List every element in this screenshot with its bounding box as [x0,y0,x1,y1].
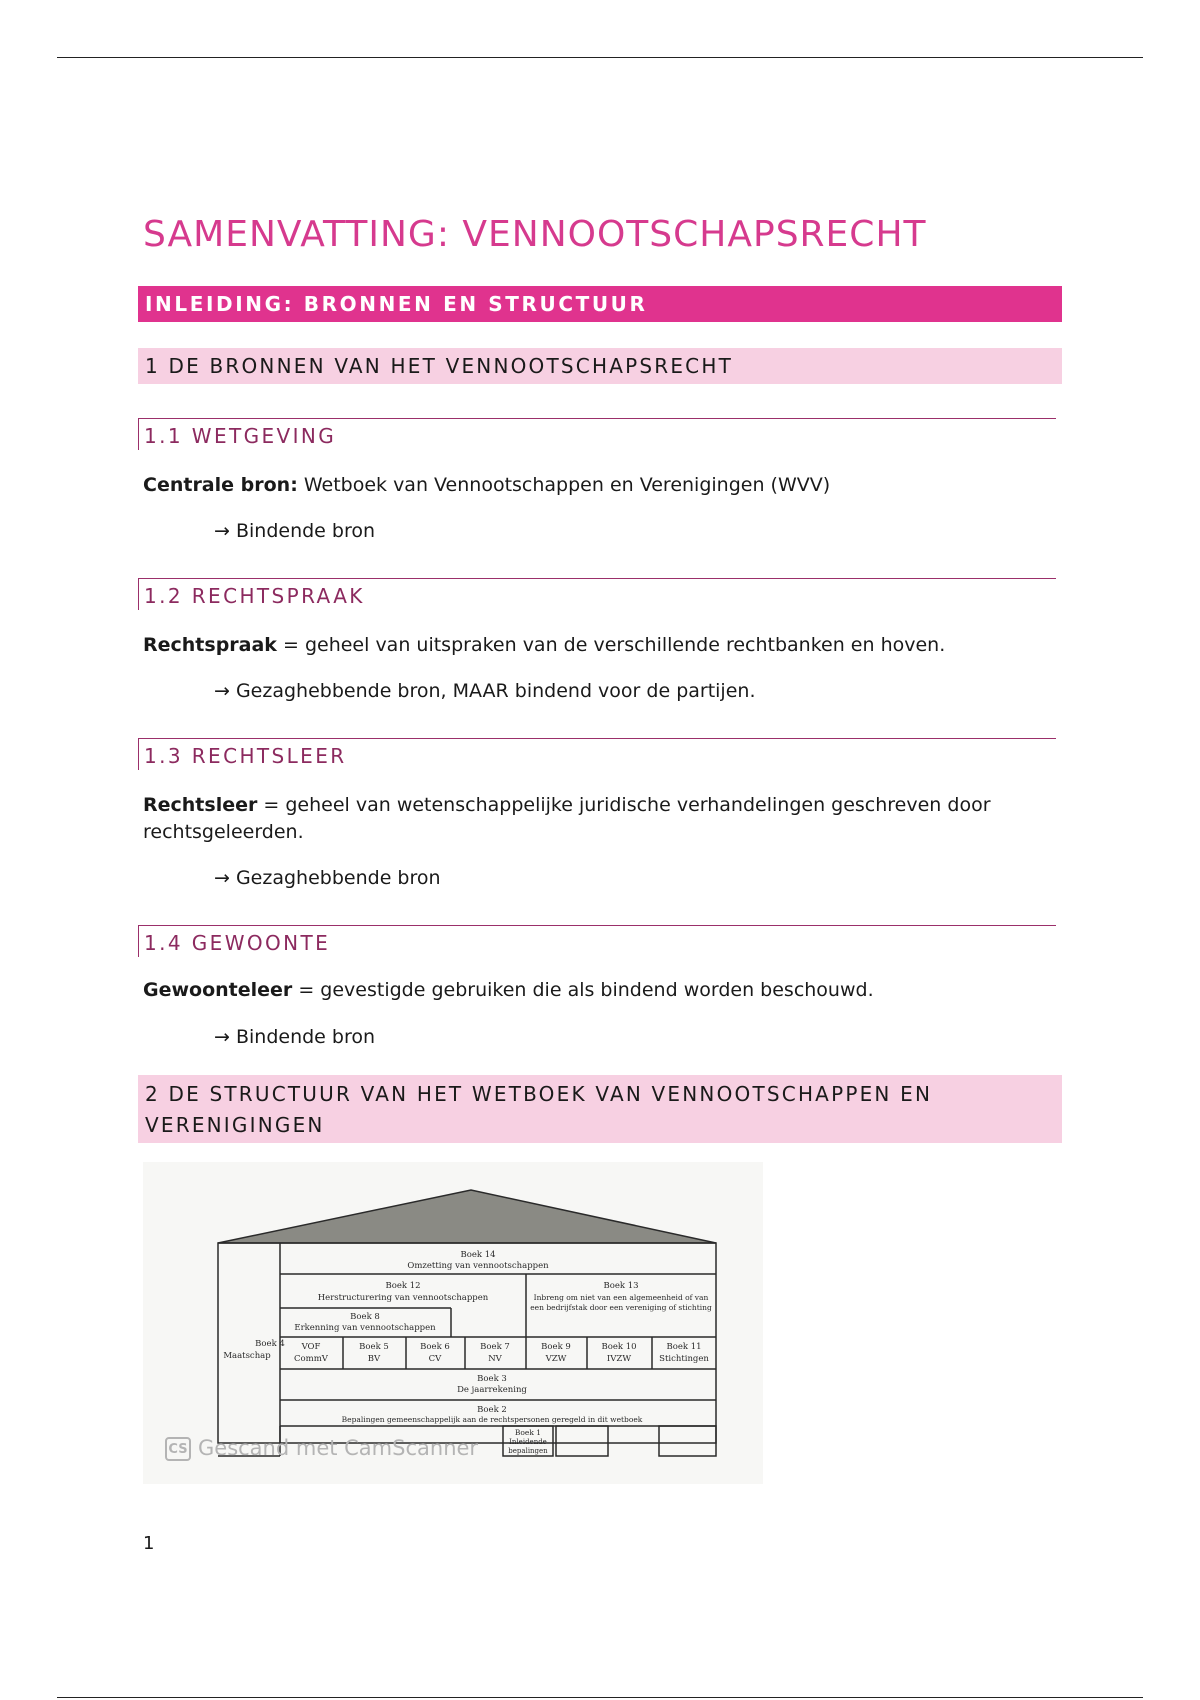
book1-label: Boek 1 [514,1428,542,1437]
commv-label: CommV [294,1354,328,1364]
paragraph-gewoonte [143,977,1053,1004]
diagram-frame [218,1243,716,1443]
term-rechtsleer: Rechtsleer [143,794,258,816]
book8-title: Erkenning van vennootschappen [294,1323,436,1333]
book4-label: Boek 4 [255,1339,285,1349]
camscanner-watermark [165,1433,478,1463]
book10-title: IVZW [606,1354,632,1364]
subsection-heading-rechtspraak: 1.2 RECHTSPRAAK [138,578,1056,610]
book8-label: Boek 8 [350,1312,380,1322]
top-rule [57,57,1143,58]
chapter-heading: INLEIDING: BRONNEN EN STRUCTUUR [138,286,1062,322]
section-heading-1: 1 DE BRONNEN VAN HET VENNOOTSCHAPSRECHT [138,348,1062,384]
diagram-roof [218,1190,716,1243]
conclusion-wetgeving: → Bindende bron [214,520,376,542]
book12-label: Boek 12 [385,1281,421,1291]
book2-title: Bepalingen gemeenschappelijk aan de rechtspersonen geregeld in dit wetboek [341,1415,643,1424]
book3-label: Boek 3 [477,1374,507,1384]
term-rechtspraak: Rechtspraak [143,634,277,656]
book3-title: De jaarrekening [457,1385,527,1395]
book14-title: Omzetting van vennootschappen [407,1261,549,1271]
book7-label: Boek 7 [480,1342,510,1352]
camscanner-logo-icon: CS [165,1437,191,1461]
book10-label: Boek 10 [601,1342,637,1352]
book7-title: NV [488,1354,502,1364]
definition-rechtsleer: = geheel van wetenschappelijke juridische verhandelingen geschreven door rechtsgeleerden. [143,794,991,843]
book9-title: VZW [545,1354,567,1364]
book2-label: Boek 2 [477,1405,507,1415]
wvv-structure-diagram [143,1162,763,1484]
section-heading-2: 2 DE STRUCTUUR VAN HET WETBOEK VAN VENNOOTSCHAPPEN EN VERENIGINGEN [138,1075,1062,1143]
conclusion-rechtsleer: → Gezaghebbende bron [214,867,441,889]
subsection-heading-gewoonte: 1.4 GEWOONTE [138,925,1056,957]
term-wetgeving: Centrale bron: [143,474,298,496]
book13-line2: een bedrijfstak door een vereniging of stichting [530,1303,712,1312]
book5-title: BV [367,1354,381,1364]
definition-rechtspraak: = geheel van uitspraken van de verschillende rechtbanken en hoven. [276,634,946,656]
book6-label: Boek 6 [420,1342,450,1352]
vof-label: VOF [301,1342,321,1352]
paragraph-rechtspraak [143,632,1053,659]
book14-label: Boek 14 [460,1250,496,1260]
conclusion-rechtspraak: → Gezaghebbende bron, MAAR bindend voor de partijen. [214,680,756,702]
bottom-rule [57,1697,1143,1698]
paragraph-wetgeving [143,472,1053,499]
book6-title: CV [428,1354,442,1364]
book13-line1: Inbreng om niet van een algemeenheid of van [533,1293,709,1302]
book1-line2: bepalingen [508,1447,548,1455]
book11-title: Stichtingen [659,1354,709,1364]
book12-title: Herstructurering van vennootschappen [317,1293,489,1303]
conclusion-gewoonte: → Bindende bron [214,1026,376,1048]
paragraph-rechtsleer [143,792,1053,846]
watermark-text: Gescand met CamScanner [198,1436,479,1460]
subsection-heading-wetgeving: 1.1 WETGEVING [138,418,1056,450]
subsection-heading-rechtsleer: 1.3 RECHTSLEER [138,738,1056,770]
book1-line1: Inleidende [509,1438,547,1446]
book4-title: Maatschap [223,1351,271,1361]
book5-label: Boek 5 [359,1342,389,1352]
page-number: 1 [143,1533,155,1554]
page-title: SAMENVATTING: VENNOOTSCHAPSRECHT [143,214,927,255]
term-gewoonte: Gewoonteleer [143,979,293,1001]
definition-gewoonte: = gevestigde gebruiken die als bindend worden beschouwd. [292,979,874,1001]
book11-label: Boek 11 [666,1342,702,1352]
definition-wetgeving: Wetboek van Vennootschappen en Verenigingen (WVV) [297,474,831,496]
book9-label: Boek 9 [541,1342,571,1352]
book13-label: Boek 13 [603,1281,639,1291]
